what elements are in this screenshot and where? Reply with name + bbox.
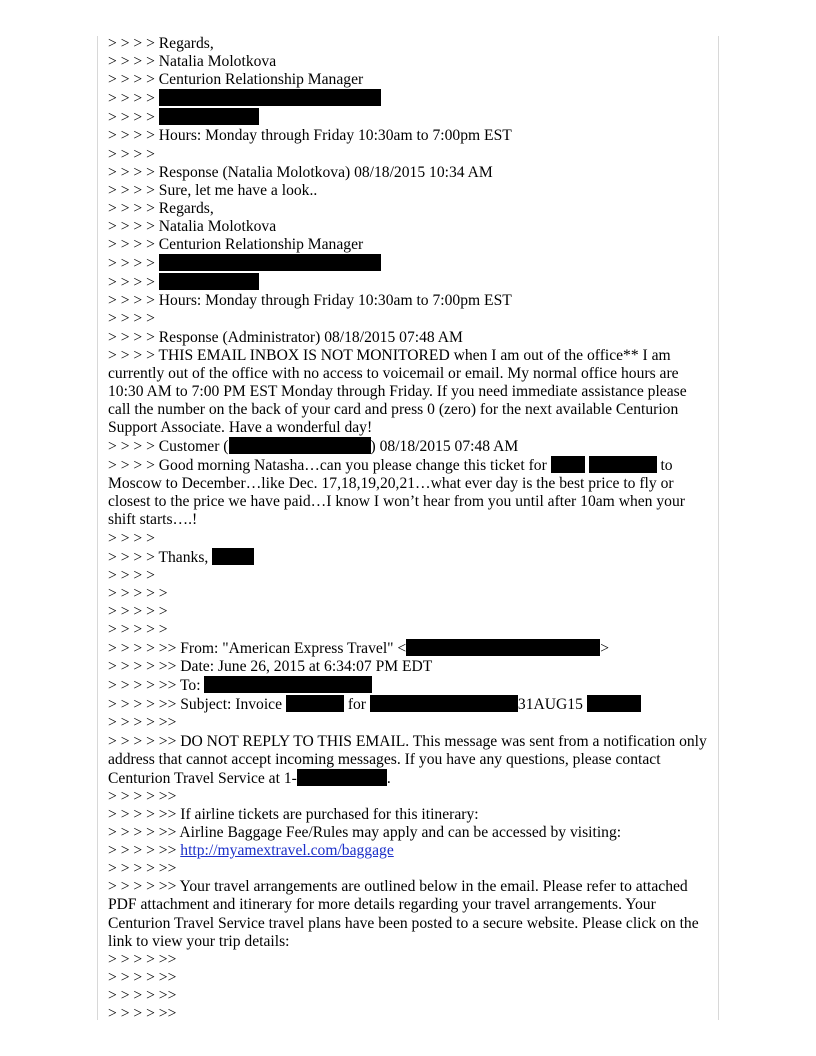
quote-blank-line: > > > > >> [108, 1004, 177, 1022]
quote-blank-line: > > > > [108, 529, 155, 547]
response-header: > > > > Response (Administrator) 08/18/2015 07:48 AM [108, 328, 463, 346]
quote-blank-line: > > > > >> [108, 787, 177, 805]
signature-redacted-line: > > > > [108, 273, 712, 292]
signature-redacted-line: > > > > [108, 108, 712, 127]
redaction-bar [159, 108, 259, 125]
redaction-bar [159, 273, 259, 290]
redaction-bar [370, 695, 518, 712]
redaction-bar [589, 456, 657, 473]
left-margin-rule [97, 36, 98, 1020]
forwarded-subject-line: > > > > >> Subject: Invoice for 31AUG15 [108, 695, 712, 714]
quote-blank-line: > > > > > [108, 621, 168, 638]
redaction-bar [286, 695, 344, 712]
response-body: > > > > Sure, let me have a look.. [108, 181, 318, 199]
quote-blank-line: > > > > >> [108, 950, 177, 968]
signature-name: > > > > Natalia Molotkova [108, 53, 277, 71]
signature-hours: > > > > Hours: Monday through Friday 10:30am to 7:00pm EST [108, 127, 512, 145]
signature-hours: > > > > Hours: Monday through Friday 10:30am to 7:00pm EST [108, 292, 512, 310]
email-thread-body [108, 35, 712, 1023]
signature-regards: > > > > Regards, [108, 199, 214, 217]
quote-blank-line: > > > > >> [108, 860, 177, 878]
signature-redacted-line: > > > > [108, 254, 712, 273]
quote-blank-line: > > > > > [108, 584, 168, 602]
forwarded-to-line: > > > > >> To: [108, 676, 712, 695]
no-reply-notice: > > > > >> DO NOT REPLY TO THIS EMAIL. This message was sent from a notification only address that cannot accept incoming messages. If you have any questions, please contact Centurion Travel Service at 1- . [108, 732, 711, 787]
redaction-bar [406, 639, 600, 656]
forwarded-from-line: > > > > >> From: "American Express Travel" < > [108, 640, 610, 658]
redaction-bar [159, 254, 381, 271]
redaction-bar [551, 456, 585, 473]
signature-name: > > > > Natalia Molotkova [108, 217, 277, 235]
customer-message: > > > > Good morning Natasha…can you please change this ticket for to Moscow to December…like Dec. 17,18,19,20,21…what ever day is the best price to fly or closest to the price we have paid…I know I won’t hear from you until after 10am when your shift starts….! [108, 457, 689, 529]
forwarded-date-line: > > > > >> Date: June 26, 2015 at 6:34:07 PM EDT [108, 658, 433, 676]
auto-reply-body: > > > > THIS EMAIL INBOX IS NOT MONITORED when I am out of the office** I am currently out of the office with no access to voicemail or email. My normal office hours are 10:30 AM to 7:00 PM EST Monday through Friday. If you need immediate assistance please call the number on the back of your card and press 0 (zero) for the next available Centurion Support Associate. Have a wonderful day! [108, 346, 691, 436]
right-margin-rule [718, 36, 719, 1020]
redaction-bar [297, 769, 387, 786]
quote-blank-line: > > > > >> [108, 968, 177, 986]
quote-blank-line: > > > > > [108, 602, 168, 620]
redaction-bar [159, 89, 381, 106]
quote-blank-line: > > > > [108, 310, 155, 328]
signature-title: > > > > Centurion Relationship Manager [108, 71, 364, 89]
redaction-bar [212, 548, 254, 565]
signature-regards: > > > > Regards, [108, 35, 214, 52]
baggage-link[interactable]: http://myamextravel.com/baggage [180, 842, 394, 860]
baggage-link-line: > > > > >> http://myamextravel.com/baggage [108, 842, 394, 860]
quote-blank-line: > > > > [108, 566, 155, 584]
signature-title: > > > > Centurion Relationship Manager [108, 236, 364, 254]
redaction-bar [204, 676, 372, 693]
response-header: > > > > Response (Natalia Molotkova) 08/18/2015 10:34 AM [108, 163, 493, 181]
signature-redacted-line: > > > > [108, 89, 712, 108]
redaction-bar [229, 437, 371, 454]
quote-blank-line: > > > > >> [108, 986, 177, 1004]
baggage-fee-line: > > > > >> Airline Baggage Fee/Rules may apply and can be accessed by visiting: [108, 824, 622, 842]
redaction-bar [587, 695, 641, 712]
airline-tickets-line: > > > > >> If airline tickets are purchased for this itinerary: [108, 805, 479, 823]
customer-header: > > > > Customer ( ) 08/18/2015 07:48 AM [108, 438, 519, 456]
customer-signoff: > > > > Thanks, [108, 548, 712, 567]
quote-blank-line: > > > > >> [108, 714, 177, 732]
travel-arrangements-text: > > > > >> Your travel arrangements are outlined below in the email. Please refer to attached PDF attachment and itinerary for more details regarding your travel arrangements. Your Centurion Travel Service travel plans have been posted to a secure website. Please click on the link to view your trip details: [108, 878, 703, 950]
quote-blank-line: > > > > [108, 145, 155, 163]
